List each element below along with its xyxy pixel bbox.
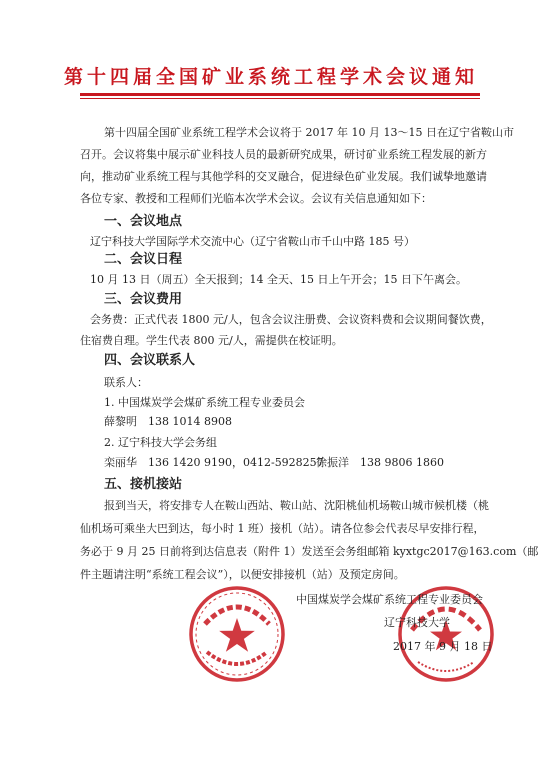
section-heading-fees: 三、会议费用 [104, 292, 183, 307]
section-heading-pickup: 五、接机接站 [104, 477, 183, 492]
contacts-org2: 2. 辽宁科技大学会务组 [104, 436, 217, 449]
intro-line: 各位专家、教授和工程师们光临本次学术会议。会议有关信息通知如下： [80, 192, 432, 205]
contacts-person2: 栾丽华 136 1420 9190，0412-5928257 [104, 456, 324, 469]
location-text: 辽宁科技大学国际学术交流中心（辽宁省鞍山市千山中路 185 号） [90, 235, 415, 248]
contacts-person3: 徐振洋 138 9806 1860 [316, 456, 444, 469]
section-heading-location: 一、会议地点 [104, 214, 183, 229]
pickup-line: 报到当天，将安排专人在鞍山西站、鞍山站、沈阳桃仙机场鞍山城市候机楼（桃 [104, 499, 489, 512]
title-rule-thin [80, 98, 480, 99]
section-heading-schedule: 二、会议日程 [104, 252, 183, 267]
pickup-line: 仙机场可乘坐大巴到达，每小时 1 班）接机（站）。请各位参会代表尽早安排行程， [80, 522, 485, 535]
coal-society-seal [187, 584, 287, 684]
signature-org2: 辽宁科技大学 [384, 616, 450, 629]
title-rule-thick [80, 93, 480, 96]
intro-line: 召开。会议将集中展示矿业科技人员的最新研究成果，研讨矿业系统工程发展的新方 [80, 148, 487, 161]
fees-line: 会务费：正式代表 1800 元/人，包含会议注册费、会议资料费和会议期间餐饮费， [90, 313, 492, 326]
schedule-text: 10 月 13 日（周五）全天报到；14 全天、15 日上午开会；15 日下午离会。 [90, 273, 467, 286]
section-heading-contacts: 四、会议联系人 [104, 353, 196, 368]
pickup-line: 务必于 9 月 25 日前将到达信息表（附件 1）发送至会务组邮箱 kyxtgc2017@163.com（邮 [80, 545, 539, 558]
contacts-org1: 1. 中国煤炭学会煤矿系统工程专业委员会 [104, 396, 305, 409]
seal-star-icon [219, 618, 255, 652]
fees-line: 住宿费自理。学生代表 800 元/人，需提供在校证明。 [80, 334, 343, 347]
contacts-label: 联系人： [104, 376, 148, 389]
contacts-person1: 薛黎明 138 1014 8908 [104, 415, 232, 428]
signature-date: 2017 年 9 月 18 日 [393, 640, 493, 653]
notice-title: 第十四届全国矿业系统工程学术会议通知 [63, 66, 478, 88]
pickup-line: 件主题请注明“系统工程会议”），以便安排接机（站）及预定房间。 [80, 568, 405, 581]
intro-line: 第十四届全国矿业系统工程学术会议将于 2017 年 10 月 13～15 日在辽宁省鞍山市 [104, 126, 514, 139]
intro-line: 向，推动矿业系统工程与其他学科的交叉融合，促进绿色矿业发展。我们诚挚地邀请 [80, 170, 487, 183]
signature-org1: 中国煤炭学会煤矿系统工程专业委员会 [296, 593, 483, 606]
